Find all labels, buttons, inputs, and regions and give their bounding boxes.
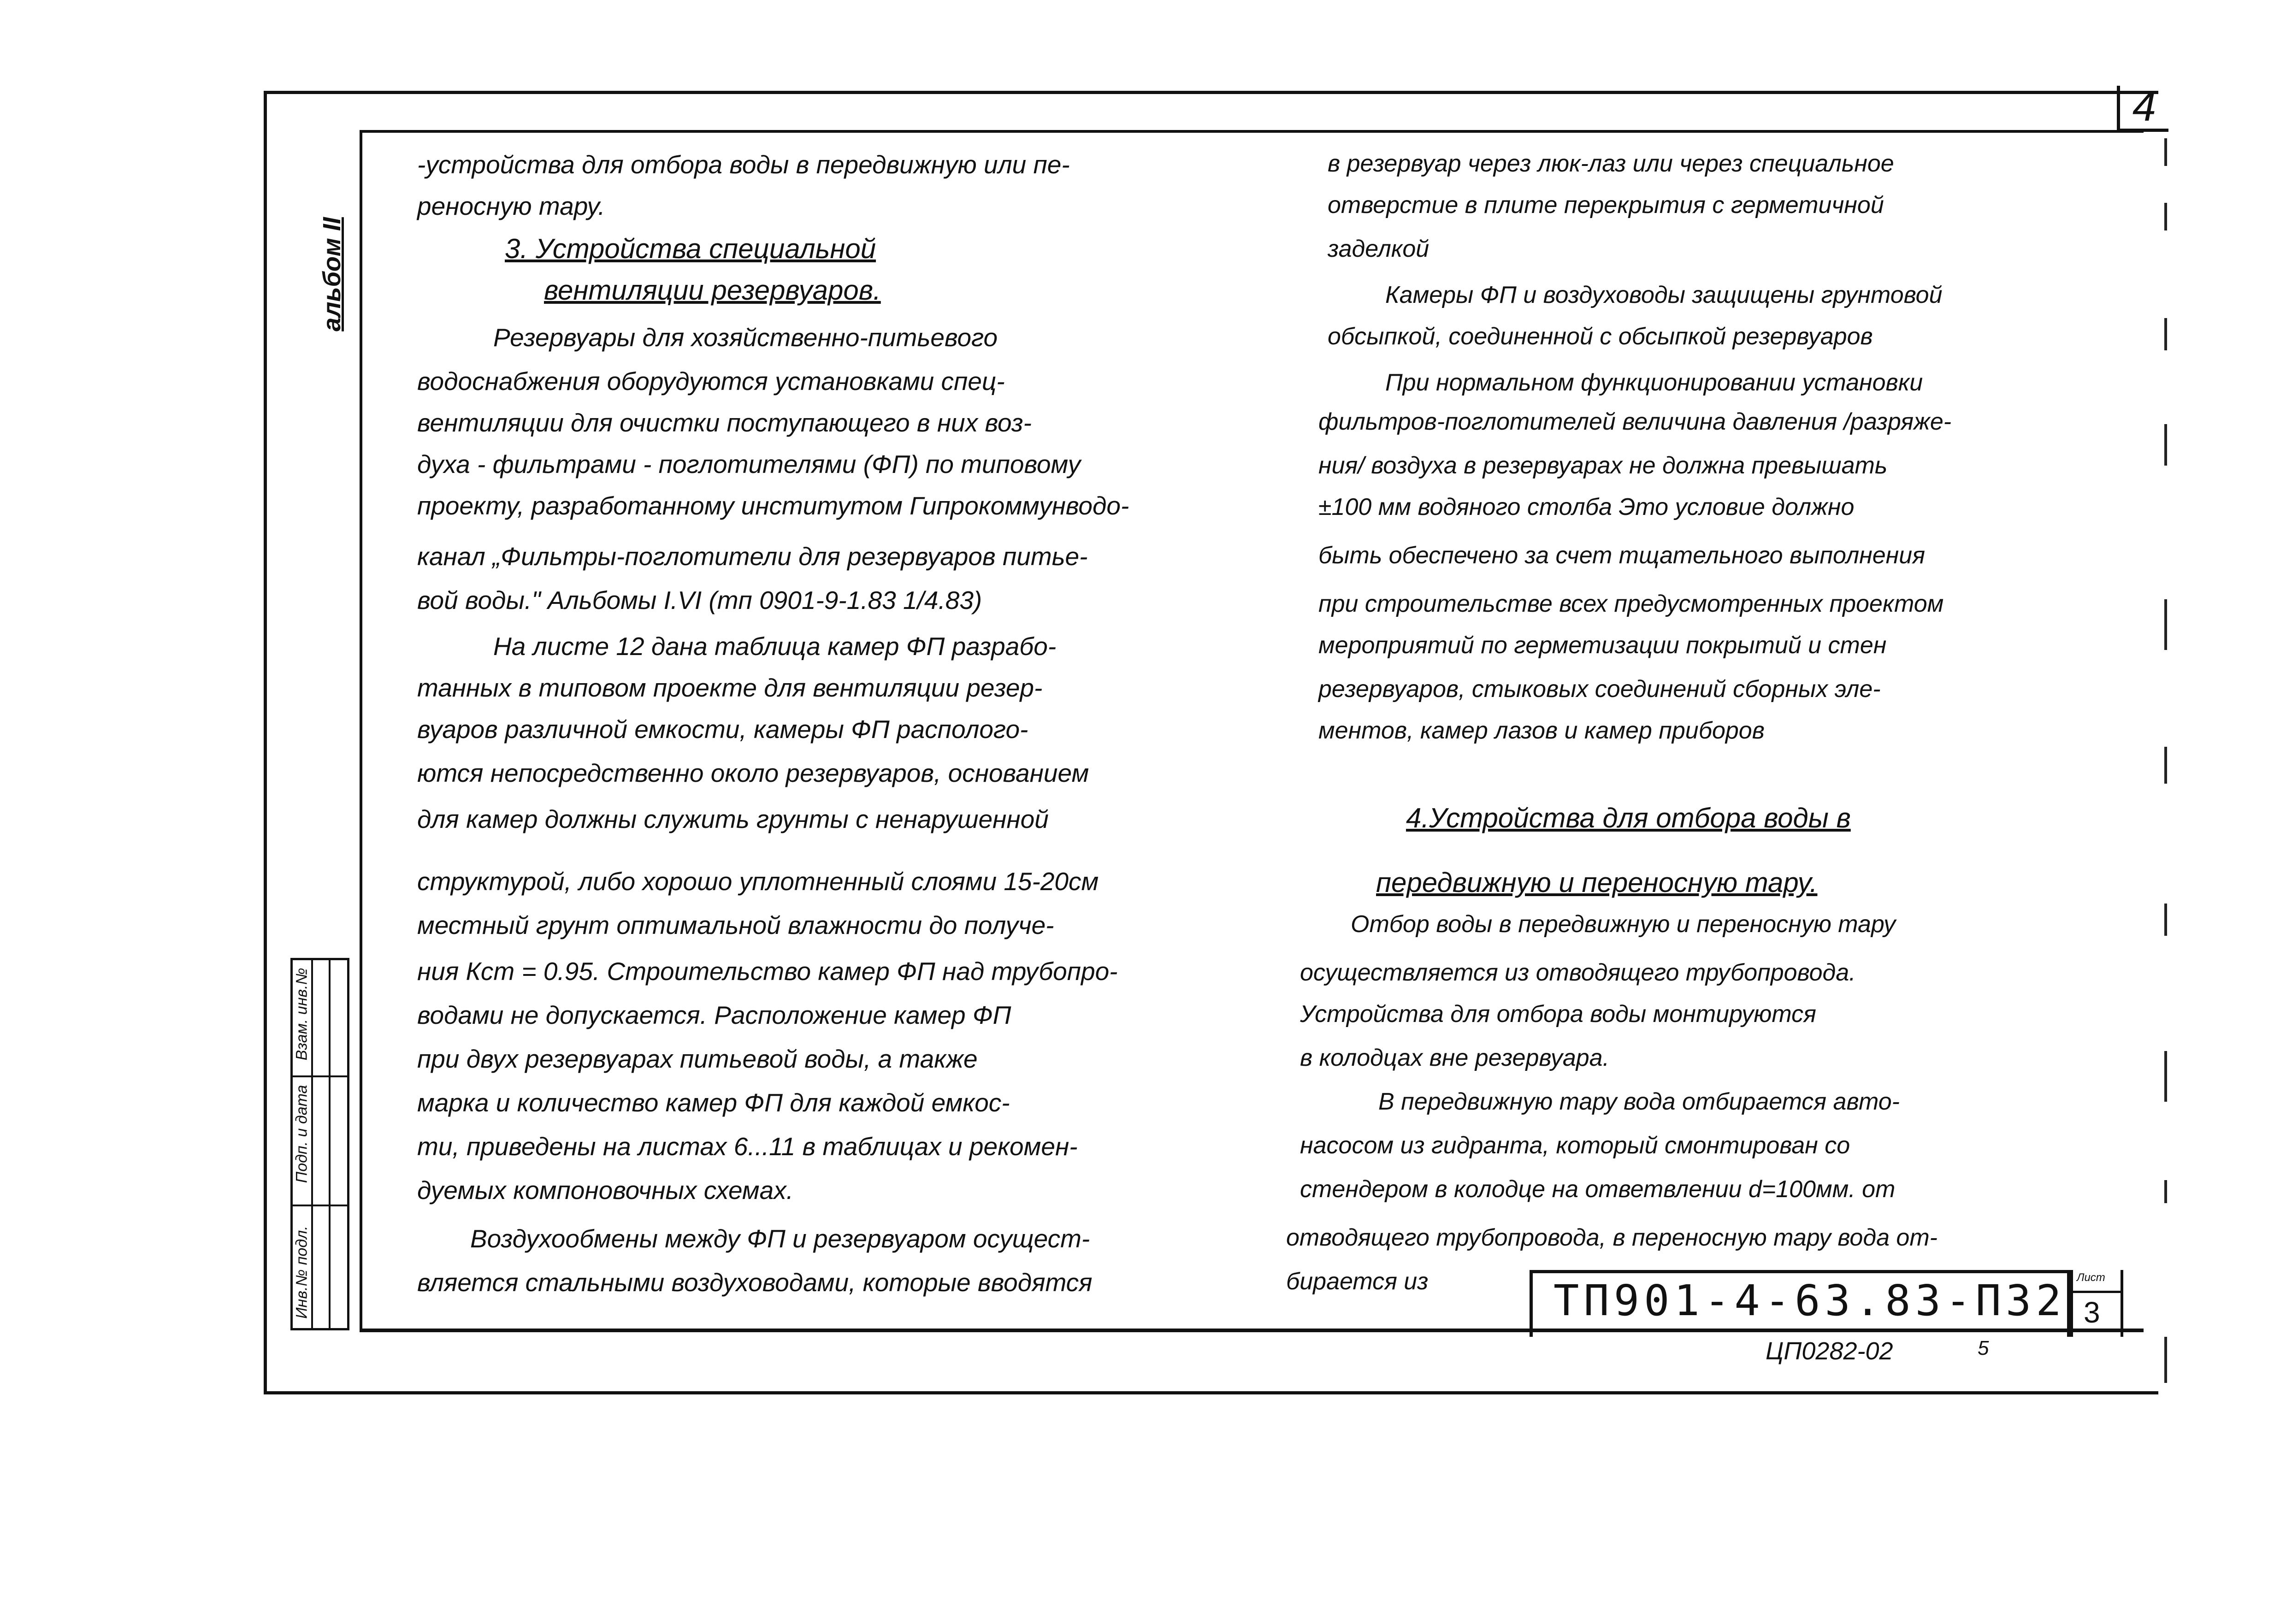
section-heading: 4.Устройства для отбора воды в [1406,803,1851,833]
text-line: -устройства для отбора воды в передвижную или пе- [417,150,1070,179]
right-edge-mark [2164,203,2167,230]
text-line: ются непосредственно около резервуаров, основанием [417,759,1089,787]
text-line: вой воды." Альбомы I.VI (тп 0901-9-1.83 1/4.83) [417,586,982,614]
text-line: дуемых компоновочных схемах. [417,1176,794,1205]
text-line: марка и количество камер ФП для каждой емкос- [417,1088,1010,1117]
text-line: при двух резервуарах питьевой воды, а также [417,1045,978,1073]
text-line: вентиляции для очистки поступающего в них воз- [417,408,1032,437]
right-edge-mark [2164,1337,2167,1383]
text-line: бирается из [1286,1268,1429,1295]
footer-number: 5 [1978,1337,1989,1359]
text-line: заделкой [1328,236,1430,262]
text-line: В передвижную тару вода отбирается авто- [1378,1088,1900,1115]
text-line: ментов, камер лазов и камер приборов [1318,717,1765,744]
text-line: насосом из гидранта, который смонтирован со [1300,1132,1850,1159]
text-line: реносную тару. [417,192,605,220]
text-line: отверстие в плите перекрытия с герметичной [1328,192,1884,219]
text-line: ния/ воздуха в резервуарах не должна превышать [1318,452,1888,479]
text-line: На листе 12 дана таблица камер ФП разрабо- [493,632,1057,661]
right-edge-mark [2164,1180,2167,1203]
footer-code: ЦП0282-02 [1766,1337,1893,1365]
text-line: водоснабжения оборудуются установками спец- [417,367,1005,396]
section-heading: передвижную и переносную тару. [1376,867,1818,898]
text-line: ти, приведены на листах 6...11 в таблицах и рекомен- [417,1132,1078,1161]
text-line: танных в типовом проекте для вентиляции резер- [417,673,1043,702]
section-heading: 3. Устройства специальной [505,233,876,264]
right-edge-mark [2164,138,2167,166]
text-line: осуществляется из отводящего трубопровода. [1300,959,1856,986]
right-edge-mark [2164,904,2167,936]
right-edge-mark [2164,599,2167,650]
text-line: стендером в колодце на ответвлении d=100мм. от [1300,1176,1896,1203]
sheet-number: 4 [2117,86,2168,132]
text-line: для камер должны служить грунты с ненарушенной [417,805,1049,833]
text-line: быть обеспечено за счет тщательного выполнения [1318,542,1925,569]
right-edge-mark [2164,747,2167,784]
sheet-cell-divider [2070,1291,2123,1293]
text-line: Воздухообмены между ФП и резервуаром осущест- [470,1224,1090,1253]
text-line: при строительстве всех предусмотренных проектом [1318,591,1944,617]
text-line: водами не допускается. Расположение камер ФП [417,1001,1011,1029]
text-line: ±100 мм водяного столба Это условие должно [1318,494,1855,520]
text-line: проекту, разработанному институтом Гипрокоммунводо- [417,491,1129,520]
text-line: канал „Фильтры-поглотители для резервуаров питье- [417,542,1088,571]
section-heading: вентиляции резервуаров. [544,275,881,306]
text-line: местный грунт оптимальной влажности до получе- [417,911,1054,939]
right-edge-mark [2164,424,2167,466]
text-line: вляется стальными воздуховодами, которые вводятся [417,1268,1093,1297]
text-line: в резервуар через люк-лаз или через специальное [1328,150,1894,177]
text-line: Резервуары для хозяйственно-питьевого [493,323,998,352]
text-line: При нормальном функционировании установки [1385,369,1923,396]
document-code: ТП901-4-63.83-П32 [1554,1276,2066,1325]
text-line: мероприятий по герметизации покрытий и стен [1318,632,1887,659]
sheet-value: 3 [2084,1296,2100,1329]
text-line: резервуаров, стыковых соединений сборных эле- [1318,676,1881,703]
text-line: Отбор воды в передвижную и переносную тару [1351,911,1896,938]
text-line: духа - фильтрами - поглотителями (ФП) по типовому [417,450,1081,478]
text-line: фильтров-поглотителей величина давления /разряже- [1318,408,1952,435]
sheet-label: Лист [2077,1271,2105,1284]
text-line: структурой, либо хорошо уплотненный слоями 15-20см [417,867,1099,896]
text-line: обсыпкой, соединенной с обсыпкой резервуаров [1328,323,1873,350]
right-edge-mark [2164,318,2167,350]
right-edge-mark [2164,1051,2167,1102]
text-line: отводящего трубопровода, в переносную тару вода от- [1286,1224,1938,1251]
text-line: вуаров различной емкости, камеры ФП располого- [417,715,1028,744]
text-line: ния Кст = 0.95. Строительство камер ФП над трубопро- [417,957,1118,986]
text-line: в колодцах вне резервуара. [1300,1045,1610,1071]
text-line: Камеры ФП и воздуховоды защищены грунтовой [1385,282,1943,308]
text-line: Устройства для отбора воды монтируются [1300,1001,1816,1028]
